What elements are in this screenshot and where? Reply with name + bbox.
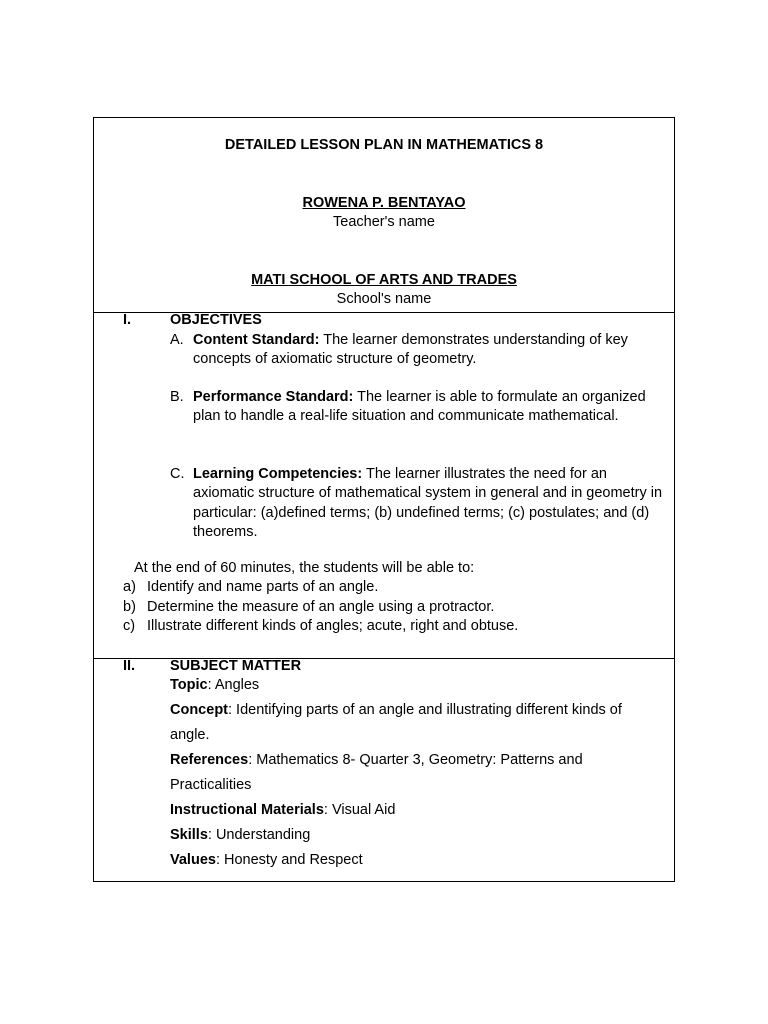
standard-letter: C.: [170, 466, 185, 482]
subject-number: II.: [123, 658, 136, 674]
objectives-intro: At the end of 60 minutes, the students will be able to:: [134, 560, 475, 576]
skills-line: Skills: Understanding: [170, 827, 311, 843]
learning-competencies: [170, 465, 665, 542]
teacher-name: ROWENA P. BENTAYAO: [302, 195, 466, 211]
standard-label: Content Standard:: [193, 332, 320, 348]
values-line: Values: Honesty and Respect: [170, 852, 363, 868]
school-caption: School's name: [336, 291, 432, 307]
list-item: a) Identify and name parts of an angle.: [123, 579, 379, 595]
objectives-cell: [94, 313, 674, 659]
standard-letter: B.: [170, 389, 184, 405]
subject-details: [170, 673, 650, 873]
school-name: MATI SCHOOL OF ARTS AND TRADES: [251, 272, 517, 288]
references-line: References: Mathematics 8- Quarter 3, Geometry: Patterns and Practicalities: [170, 752, 583, 793]
concept-line: Concept: Identifying parts of an angle and illustrating different kinds of angle.: [170, 702, 622, 743]
objectives-heading: OBJECTIVES: [170, 312, 262, 328]
performance-standard: [170, 388, 665, 427]
topic-line: Topic: Angles: [170, 677, 260, 693]
standard-label: Performance Standard:: [193, 389, 354, 405]
objectives-number: I.: [123, 312, 132, 328]
materials-line: Instructional Materials: Visual Aid: [170, 802, 396, 818]
standard-label: Learning Competencies:: [193, 466, 363, 482]
goal-list: [123, 578, 518, 637]
content-standard: [170, 331, 665, 370]
document-title: DETAILED LESSON PLAN IN MATHEMATICS 8: [224, 137, 544, 153]
standard-text: The learner is able to formulate an organized plan to handle a real-life situation and communicate mathematical.: [193, 389, 646, 425]
lesson-plan-table: [93, 117, 675, 882]
list-item: c) Illustrate different kinds of angles; acute, right and obtuse.: [123, 618, 519, 635]
standard-letter: A.: [170, 332, 184, 348]
header-cell: [94, 118, 674, 313]
standard-text: The learner demonstrates understanding of key concepts of axiomatic structure of geometry.: [193, 332, 628, 368]
standard-text: The learner illustrates the need for an axiomatic structure of mathematical system in general and in geometry in particular: (a)defined terms; (b) undefined terms; (c) postulates; and (d) theorems.: [193, 466, 663, 540]
teacher-caption: Teacher's name: [333, 214, 435, 230]
list-item: b) Determine the measure of an angle using a protractor.: [123, 598, 495, 615]
subject-matter-cell: [94, 659, 674, 881]
subject-heading: SUBJECT MATTER: [170, 658, 302, 674]
